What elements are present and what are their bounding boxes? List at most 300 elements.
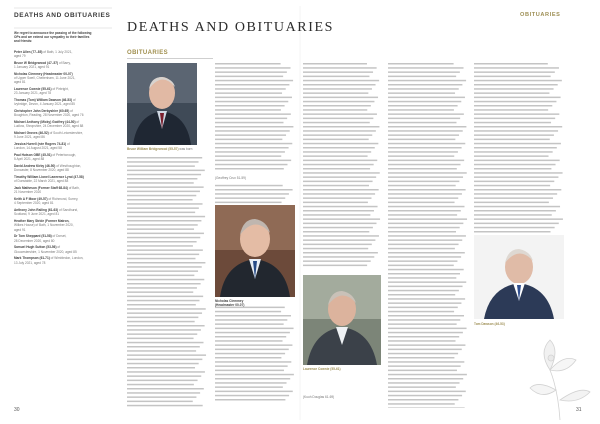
text-line — [388, 298, 465, 300]
text-line — [215, 63, 281, 65]
text-line — [215, 105, 285, 107]
text-line — [303, 147, 375, 149]
text-line — [303, 193, 375, 195]
photo1-caption-text: was born — [179, 147, 193, 151]
text-line — [127, 388, 204, 390]
text-line — [215, 139, 282, 141]
text-line — [474, 181, 554, 183]
text-line — [388, 302, 461, 304]
text-line — [388, 365, 461, 367]
text-line — [474, 227, 555, 229]
text-line — [127, 308, 206, 310]
text-line — [388, 281, 466, 283]
credit-2: (Kuoh Douglas 61-69) — [303, 395, 335, 399]
text-line — [388, 260, 457, 262]
portrait-photo-3 — [303, 275, 381, 365]
text-line — [215, 193, 289, 195]
text-line — [388, 84, 462, 86]
text-line — [215, 391, 293, 393]
text-line — [215, 311, 281, 313]
intro-line: We regret to announce the passing of the following — [14, 31, 92, 35]
text-line — [388, 134, 459, 136]
death-entry — [14, 245, 112, 253]
death-entry — [14, 98, 112, 106]
text-line — [215, 185, 283, 187]
text-line — [474, 134, 554, 136]
intro-line: OPs and we extend our sympathy to their families — [14, 35, 90, 40]
text-line — [303, 71, 373, 73]
text-line — [127, 338, 194, 340]
death-entry-detail: of Westhoughton, — [55, 164, 82, 169]
text-line — [303, 134, 372, 136]
text-line — [215, 109, 281, 111]
photo3-caption-name: Laurence Cownie (55-61) — [303, 367, 341, 371]
text-line — [127, 296, 203, 298]
body-column-4 — [388, 63, 468, 413]
death-entry-detail: of Bath, — [67, 186, 80, 191]
death-entry-name: Thomas (Tom) William Dawson (46-53) — [14, 98, 73, 103]
photo4-caption-name: Tom Dawson (46-53) — [474, 322, 505, 326]
text-line — [474, 84, 558, 86]
text-line — [127, 191, 200, 193]
text-line — [474, 197, 553, 199]
text-line — [127, 279, 204, 281]
death-entry-name: Michael Anthony (Micky) Godfrey (44-50) — [14, 120, 76, 125]
text-line — [303, 101, 374, 103]
death-entry — [14, 120, 112, 128]
text-line — [474, 223, 559, 225]
text-line — [474, 109, 548, 111]
text-line — [474, 97, 561, 99]
text-line — [388, 244, 459, 246]
death-entry-detail: of — [72, 98, 76, 103]
text-line — [388, 332, 463, 334]
death-entry — [14, 50, 112, 58]
text-line — [127, 174, 201, 176]
text-line — [474, 113, 559, 115]
text-line — [215, 160, 291, 162]
death-entry-line: 1 January 2021, aged 91 — [14, 65, 50, 70]
text-line — [303, 231, 369, 233]
text-line — [474, 160, 560, 162]
text-line — [127, 266, 202, 268]
text-line — [303, 244, 372, 246]
right-header: OBITUARIES — [520, 12, 561, 18]
text-line — [127, 333, 197, 335]
text-line — [127, 186, 204, 188]
text-line — [215, 92, 282, 94]
death-entry-name: Anthony John Railing (61-63) — [14, 208, 59, 213]
photo1-caption-name: Bruce William Bridgewood (55-57) — [127, 147, 179, 151]
text-line — [127, 203, 203, 205]
text-line — [215, 340, 283, 342]
text-line — [127, 165, 195, 167]
death-entry-line: of Upper Swell, Cheltenham, 11 June 2021, — [14, 76, 76, 81]
text-line — [215, 164, 287, 166]
death-entry-name: Jack Matheson (Former Staff 68-84) — [14, 186, 68, 191]
text-line — [303, 218, 380, 220]
text-line — [127, 199, 193, 201]
text-line — [303, 118, 373, 120]
death-entry-line: Ivybridge, Devon, 4 January 2021, aged 85 — [14, 102, 75, 107]
text-line — [388, 239, 462, 241]
death-entry-line: Scotland, 9 June 2021, aged 81 — [14, 212, 60, 217]
text-line — [388, 202, 455, 204]
photo2-caption — [215, 299, 295, 307]
text-line — [388, 290, 459, 292]
text-line — [215, 84, 289, 86]
body-text-lines — [388, 63, 468, 408]
text-line — [388, 80, 466, 82]
photo4-caption — [474, 322, 564, 326]
text-line — [388, 235, 466, 237]
death-entry — [14, 234, 112, 242]
text-line — [127, 283, 201, 285]
text-line — [215, 374, 294, 376]
text-line — [303, 84, 376, 86]
text-line — [215, 349, 289, 351]
death-entry-line: aged 81 — [14, 80, 26, 85]
text-line — [303, 189, 379, 191]
text-line — [474, 67, 559, 69]
text-line — [474, 151, 553, 153]
text-line — [303, 92, 368, 94]
text-line — [303, 172, 380, 174]
text-line — [388, 155, 454, 157]
text-line — [127, 350, 196, 352]
text-line — [474, 218, 563, 220]
death-entry-detail: of Peterborough, — [51, 153, 77, 158]
deaths-list — [14, 50, 112, 267]
text-line — [215, 361, 291, 363]
text-line — [388, 382, 460, 384]
text-line — [388, 97, 465, 99]
text-line — [474, 118, 555, 120]
text-line — [388, 307, 458, 309]
death-entry — [14, 87, 112, 95]
death-entry-detail: of Barry, — [58, 61, 71, 65]
death-entry-line: London, 14 August 2021, aged 58 — [14, 146, 62, 151]
text-line — [388, 265, 454, 267]
text-line — [474, 147, 557, 149]
text-line — [127, 367, 195, 369]
left-header: DEATHS AND OBITUARIES — [14, 12, 111, 19]
text-line — [388, 344, 465, 346]
text-line — [127, 220, 201, 222]
death-entry-detail: of — [69, 109, 73, 114]
photo3-caption — [303, 367, 381, 371]
text-line — [388, 63, 454, 65]
death-entry-line: 9 June 2021, aged 86 — [14, 135, 45, 140]
death-entry-detail: of — [75, 120, 80, 125]
text-line — [127, 262, 205, 264]
text-line — [388, 139, 455, 141]
text-line — [127, 329, 201, 331]
text-line — [215, 370, 284, 372]
text-line — [388, 273, 460, 275]
text-line — [127, 291, 193, 293]
text-line — [303, 214, 370, 216]
photo1-caption — [127, 147, 207, 151]
death-entry-detail: of Richmond, Surrey, — [47, 197, 79, 202]
text-line — [388, 67, 464, 69]
text-line — [127, 405, 203, 407]
text-line — [215, 168, 284, 170]
photo2-caption-sub: (Headmaster 00-07) — [215, 303, 245, 308]
death-entry-line: 4 September 2020, aged 81 — [14, 201, 54, 206]
text-line — [127, 182, 194, 184]
text-line — [388, 399, 458, 401]
text-line — [127, 207, 199, 209]
text-line — [474, 63, 548, 65]
text-line — [215, 332, 290, 334]
text-line — [303, 176, 376, 178]
text-line — [388, 378, 463, 380]
death-entry-line: Wilkes House) of Bath, 1 November 2020, — [14, 223, 74, 228]
text-line — [303, 109, 367, 111]
text-line — [388, 256, 461, 258]
death-entry-detail: of Wimbledon, London, — [49, 256, 84, 261]
text-line — [215, 97, 292, 99]
death-entry-line: Doncaster, 8 November 2020, aged 88 — [14, 168, 69, 173]
death-entry-name: David Andrew Kirby (46-50) — [14, 164, 56, 169]
death-entry-line: of Dunstable, 22 March 2021, aged 88 — [14, 179, 69, 184]
text-line — [388, 395, 462, 397]
text-line — [127, 216, 205, 218]
death-entry-name: Nicholas Clemmey (Headmaster 00-07) — [14, 72, 73, 76]
text-line — [215, 134, 286, 136]
text-line — [388, 126, 466, 128]
text-line — [474, 168, 551, 170]
text-line — [388, 294, 455, 296]
text-line — [303, 63, 367, 65]
death-entry-line: 23 January 2021, aged 78 — [14, 91, 52, 96]
text-line — [474, 164, 556, 166]
text-line — [303, 197, 371, 199]
text-line — [388, 340, 456, 342]
text-line — [303, 155, 368, 157]
text-line — [215, 151, 285, 153]
text-line — [215, 189, 293, 191]
death-entry — [14, 72, 112, 85]
text-line — [388, 71, 460, 73]
text-line — [388, 370, 457, 372]
death-entry — [14, 142, 112, 150]
text-line — [474, 155, 549, 157]
credit-1: (Geoffrey Crux 51-59) — [215, 176, 246, 180]
text-line — [215, 323, 284, 325]
death-entry-line: aged 91 — [14, 227, 26, 232]
death-entry — [14, 164, 112, 172]
death-entry-detail: of Sandhurst, — [58, 208, 78, 213]
text-line — [303, 252, 378, 254]
text-line — [474, 214, 552, 216]
text-line — [127, 258, 195, 260]
text-line — [215, 143, 292, 145]
page-title: DEATHS AND OBITUARIES — [127, 20, 335, 35]
portrait-photo-2 — [215, 205, 295, 297]
text-line — [303, 260, 371, 262]
text-line — [215, 88, 286, 90]
text-line — [215, 130, 290, 132]
text-line — [388, 181, 459, 183]
text-line — [127, 321, 195, 323]
text-line — [388, 189, 466, 191]
text-line — [215, 202, 282, 204]
text-line — [303, 164, 374, 166]
text-line — [474, 185, 550, 187]
death-entry-name: Jessica Hurrell (née Rogers 74-81) — [14, 142, 67, 147]
text-line — [127, 342, 203, 344]
text-line — [388, 252, 465, 254]
text-line — [215, 113, 291, 115]
text-line — [127, 300, 199, 302]
death-entry-detail: of Bath, 1 July 2021, — [42, 50, 73, 54]
text-line — [388, 357, 454, 359]
text-line — [215, 155, 281, 157]
text-line — [388, 315, 464, 317]
text-line — [474, 210, 556, 212]
text-line — [215, 386, 283, 388]
text-line — [127, 275, 194, 277]
death-entry — [14, 109, 112, 117]
text-line — [127, 396, 196, 398]
death-entry-detail: of Pirbright, — [51, 87, 69, 92]
text-line — [303, 206, 378, 208]
text-line — [303, 139, 369, 141]
text-line — [127, 359, 202, 361]
text-line — [303, 227, 373, 229]
page-number-left: 30 — [14, 407, 20, 413]
text-line — [215, 399, 285, 401]
text-line — [303, 223, 376, 225]
text-line — [303, 160, 377, 162]
text-line — [388, 407, 465, 408]
text-line — [474, 88, 554, 90]
text-line — [388, 88, 459, 90]
text-line — [303, 67, 377, 69]
text-line — [127, 195, 196, 197]
death-entry — [14, 186, 112, 194]
text-line — [388, 214, 457, 216]
text-line — [388, 231, 456, 233]
death-entry — [14, 131, 112, 139]
text-line — [303, 235, 379, 237]
text-line — [474, 206, 560, 208]
text-line — [474, 126, 562, 128]
text-line — [127, 354, 206, 356]
text-line — [215, 67, 291, 69]
death-entry-name: Peter Allen (77–85) — [14, 50, 43, 54]
death-entry — [14, 153, 112, 161]
text-line — [303, 239, 375, 241]
death-entry-name: Christopher John Derbyshire (60-65) — [14, 109, 70, 114]
text-line — [388, 176, 463, 178]
death-entry-name: Michael Groves (46-52) — [14, 131, 49, 136]
text-line — [215, 315, 291, 317]
text-line — [303, 76, 369, 78]
text-line — [127, 228, 194, 230]
text-line — [127, 241, 197, 243]
text-line — [303, 80, 379, 82]
text-line — [303, 181, 373, 183]
text-line — [388, 323, 457, 325]
text-line — [215, 365, 288, 367]
text-line — [388, 113, 464, 115]
text-line — [127, 380, 198, 382]
text-line — [388, 130, 463, 132]
text-line — [388, 277, 456, 279]
text-line — [388, 227, 460, 229]
text-line — [388, 218, 467, 220]
text-line — [388, 151, 458, 153]
text-line — [388, 386, 456, 388]
text-line — [388, 92, 455, 94]
text-line — [388, 109, 454, 111]
text-line — [388, 349, 462, 351]
text-line — [388, 269, 464, 271]
text-line — [303, 185, 369, 187]
text-line — [215, 118, 287, 120]
text-line — [388, 193, 462, 195]
text-line — [127, 245, 193, 247]
text-line — [388, 143, 465, 145]
photo2-caption-name: Nicholas Clemmey — [215, 299, 244, 303]
text-line — [474, 105, 552, 107]
text-line — [388, 206, 464, 208]
text-line — [127, 384, 194, 386]
text-line — [388, 328, 467, 330]
death-entry-name: Bruce W Bridgewood (47–57) — [14, 61, 59, 65]
text-line — [474, 130, 558, 132]
text-line — [474, 80, 562, 82]
death-entry-name: Paul Hutson OBE (45-51) — [14, 153, 52, 158]
text-line — [215, 319, 287, 321]
section-rule — [127, 58, 213, 59]
text-line — [474, 76, 551, 78]
text-line — [388, 164, 460, 166]
text-line — [215, 336, 286, 338]
text-line — [474, 143, 561, 145]
text-line — [388, 197, 458, 199]
text-line — [303, 202, 368, 204]
text-line — [388, 353, 458, 355]
text-line — [127, 237, 200, 239]
text-line — [388, 168, 457, 170]
death-entry-detail: of — [56, 245, 61, 250]
death-entry-line: Gloucestershire, 1 November 2020, aged 85 — [14, 249, 77, 254]
portrait-photo-4 — [474, 235, 564, 319]
text-line — [388, 172, 467, 174]
text-line — [474, 71, 555, 73]
text-line — [303, 265, 367, 267]
text-line — [388, 105, 458, 107]
text-line — [127, 317, 198, 319]
text-line — [474, 139, 550, 141]
text-line — [388, 248, 455, 250]
text-line — [215, 382, 287, 384]
death-entry-line: Boughton, Reading, 28 November 2020, aged 76 — [14, 113, 84, 118]
text-line — [127, 212, 195, 214]
text-line — [388, 391, 466, 393]
text-line — [127, 254, 199, 256]
text-line — [215, 353, 285, 355]
text-line — [303, 168, 370, 170]
text-line — [303, 122, 370, 124]
text-line — [127, 161, 199, 163]
death-entry — [14, 256, 112, 264]
text-line — [127, 249, 203, 251]
